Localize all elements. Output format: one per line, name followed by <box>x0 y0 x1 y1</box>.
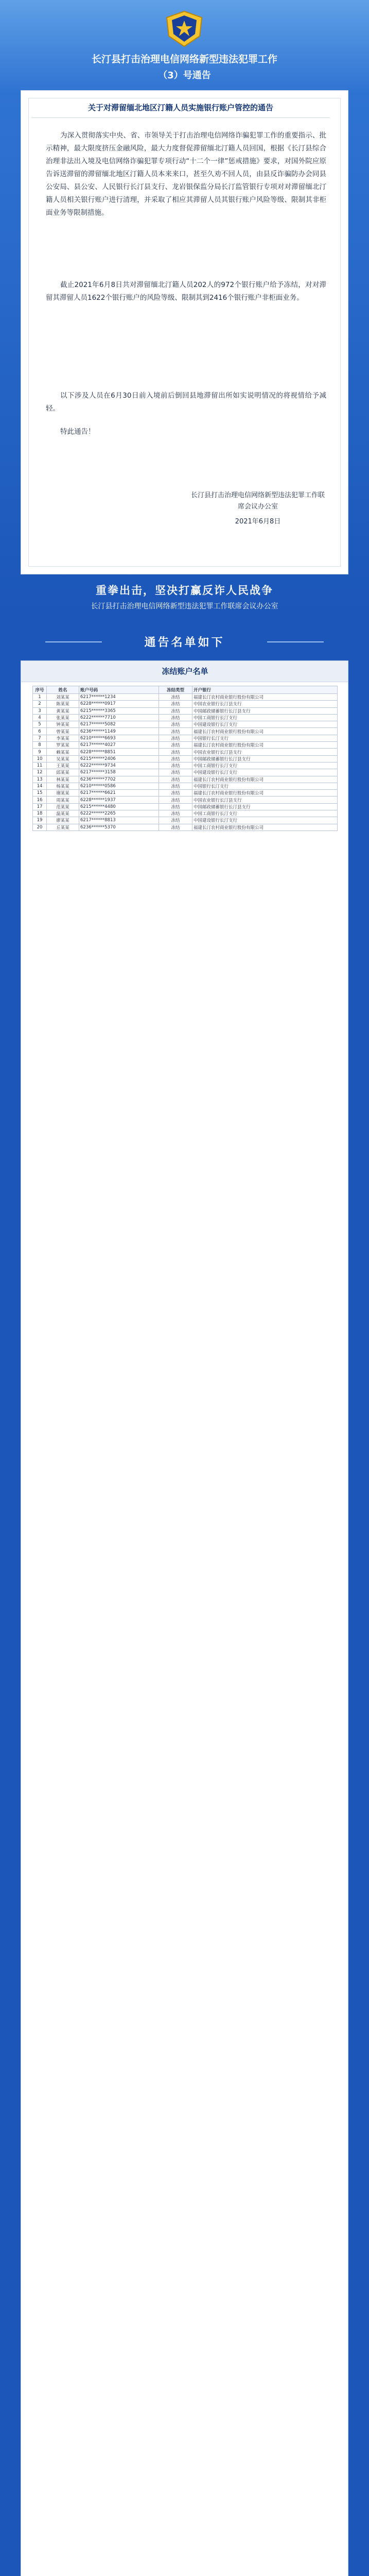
table-cell-name: 丘某某 <box>47 824 79 831</box>
table-cell-acct: 6236******5370 <box>79 824 159 831</box>
table-cell-type: 冻结 <box>159 735 192 741</box>
table-row <box>33 749 338 755</box>
table-cell-bank: 中国邮政储蓄银行长汀县支行 <box>192 707 338 714</box>
table-row <box>33 762 338 769</box>
table-cell-bank: 中国银行长汀支行 <box>192 783 338 789</box>
column-header: 姓名 <box>47 686 79 694</box>
table-cell-bank: 福建长汀农村商业银行股份有限公司 <box>192 790 338 796</box>
table-cell-type: 冻结 <box>159 824 192 831</box>
table-cell-no: 6 <box>33 728 47 735</box>
table-cell-acct: 6217******3158 <box>79 769 159 776</box>
table-cell-name: 邱某某 <box>47 769 79 776</box>
table-cell-no: 8 <box>33 742 47 749</box>
table-cell-acct: 6222******9734 <box>79 762 159 769</box>
slogan-main: 重拳出击，坚决打赢反诈人民战争 <box>96 584 273 597</box>
table-cell-type: 冻结 <box>159 762 192 769</box>
table-cell-type: 冻结 <box>159 783 192 789</box>
notice-card <box>21 90 348 574</box>
table-cell-name: 谢某某 <box>47 790 79 796</box>
column-header: 序号 <box>33 686 47 694</box>
table-row <box>33 776 338 783</box>
signature-org: 长汀县打击治理电信网络新型违法犯罪工作联席会议办公室 <box>191 492 325 511</box>
table-cell-type: 冻结 <box>159 769 192 776</box>
table-cell-acct: 6228******1937 <box>79 796 159 803</box>
table-cell-acct: 6222******7710 <box>79 714 159 721</box>
table-cell-bank: 福建长汀农村商业银行股份有限公司 <box>192 728 338 735</box>
table-cell-type: 冻结 <box>159 803 192 810</box>
table-cell-acct: 6236******1149 <box>79 728 159 735</box>
table-cell-no: 2 <box>33 701 47 707</box>
table-row <box>33 728 338 735</box>
table-cell-acct: 6215******3365 <box>79 707 159 714</box>
table-row <box>33 742 338 749</box>
table-cell-bank: 福建长汀农村商业银行股份有限公司 <box>192 776 338 783</box>
table-cell-acct: 6210******0586 <box>79 783 159 789</box>
column-header: 开户银行 <box>192 686 338 694</box>
table-cell-acct: 6215******4480 <box>79 803 159 810</box>
table-cell-acct: 6236******7702 <box>79 776 159 783</box>
table-cell-name: 杨某某 <box>47 783 79 789</box>
table-cell-type: 冻结 <box>159 714 192 721</box>
table-cell-type: 冻结 <box>159 810 192 817</box>
table-cell-name: 曾某某 <box>47 728 79 735</box>
table-cell-no: 13 <box>33 776 47 783</box>
table-cell-no: 1 <box>33 694 47 701</box>
table-row <box>33 796 338 803</box>
table-cell-acct: 6217******8813 <box>79 817 159 824</box>
divider <box>31 117 330 118</box>
table-row <box>33 694 338 701</box>
table-cell-bank: 中国建设银行长汀支行 <box>192 721 338 728</box>
table-cell-no: 7 <box>33 735 47 741</box>
table-row <box>33 817 338 824</box>
table-cell-no: 5 <box>33 721 47 728</box>
table-cell-bank: 福建长汀农村商业银行股份有限公司 <box>192 694 338 701</box>
signature-date: 2021年6月8日 <box>235 518 281 526</box>
column-header: 账户号码 <box>79 686 159 694</box>
table-cell-name: 范某某 <box>47 803 79 810</box>
table-cell-bank: 中国工商银行长汀支行 <box>192 714 338 721</box>
table-cell-name: 王某某 <box>47 762 79 769</box>
list-banner: 冻结账户名单 <box>21 661 348 682</box>
table-cell-type: 冻结 <box>159 728 192 735</box>
table-row <box>33 769 338 776</box>
table-row <box>33 790 338 796</box>
table-cell-no: 12 <box>33 769 47 776</box>
notice-paragraph: 特此通告！ <box>60 428 95 436</box>
table-cell-name: 陈某某 <box>47 701 79 707</box>
table-row <box>33 721 338 728</box>
table-cell-name: 张某某 <box>47 714 79 721</box>
table-cell-bank: 中国邮政储蓄银行长汀县支行 <box>192 755 338 762</box>
table-cell-bank: 中国农业银行长汀县支行 <box>192 749 338 755</box>
table-cell-bank: 中国工商银行长汀支行 <box>192 810 338 817</box>
table-row <box>33 755 338 762</box>
table-cell-type: 冻结 <box>159 796 192 803</box>
header-subtitle: （3）号通告 <box>158 70 211 81</box>
divider <box>267 641 324 642</box>
table-cell-no: 18 <box>33 810 47 817</box>
table-row <box>33 707 338 714</box>
table-cell-no: 20 <box>33 824 47 831</box>
table-cell-type: 冻结 <box>159 701 192 707</box>
table-cell-acct: 6222******2265 <box>79 810 159 817</box>
table-cell-name: 林某某 <box>47 776 79 783</box>
table-cell-no: 16 <box>33 796 47 803</box>
table-cell-bank: 福建长汀农村商业银行股份有限公司 <box>192 742 338 749</box>
table-cell-name: 罗某某 <box>47 742 79 749</box>
table-cell-bank: 福建长汀农村商业银行股份有限公司 <box>192 824 338 831</box>
table-row <box>33 735 338 741</box>
table-cell-name: 吴某某 <box>47 755 79 762</box>
table-cell-name: 黄某某 <box>47 707 79 714</box>
table-row <box>33 714 338 721</box>
table-cell-name: 温某某 <box>47 810 79 817</box>
table-cell-name: 钟某某 <box>47 721 79 728</box>
table-cell-acct: 6217******4027 <box>79 742 159 749</box>
table-cell-acct: 6215******2406 <box>79 755 159 762</box>
table-row <box>33 824 338 831</box>
table-cell-acct: 6210******6693 <box>79 735 159 741</box>
slogan-block <box>0 582 369 611</box>
table-cell-name: 赖某某 <box>47 749 79 755</box>
column-header: 冻结类型 <box>159 686 192 694</box>
table-cell-acct: 6217******5082 <box>79 721 159 728</box>
table-cell-bank: 中国农业银行长汀县支行 <box>192 701 338 707</box>
notice-heading: 关于对滞留缅北地区汀籍人员实施银行账户管控的通告 <box>87 103 273 112</box>
header-title: 长汀县打击治理电信网络新型违法犯罪工作 <box>91 54 277 65</box>
table-cell-type: 冻结 <box>159 776 192 783</box>
notice-paragraph: 以下涉及人员在6月30日前入境前后倒回县地滞留出所如实说明情况的将视情给予减轻。 <box>46 392 326 413</box>
table-cell-type: 冻结 <box>159 755 192 762</box>
table-cell-no: 9 <box>33 749 47 755</box>
table-header-row <box>33 686 338 694</box>
table-cell-bank: 中国农业银行长汀县支行 <box>192 796 338 803</box>
table-cell-bank: 中国建设银行长汀支行 <box>192 769 338 776</box>
slogan-sub: 长汀县打击治理电信网络新型违法犯罪工作联席会议办公室 <box>91 602 278 611</box>
table-cell-type: 冻结 <box>159 742 192 749</box>
table-row <box>33 701 338 707</box>
table-cell-no: 17 <box>33 803 47 810</box>
table-cell-no: 10 <box>33 755 47 762</box>
table-cell-name: 廖某某 <box>47 817 79 824</box>
table-cell-acct: 6217******6621 <box>79 790 159 796</box>
table-cell-type: 冻结 <box>159 707 192 714</box>
table-cell-bank: 中国建设银行长汀支行 <box>192 817 338 824</box>
table-cell-type: 冻结 <box>159 749 192 755</box>
table-cell-type: 冻结 <box>159 790 192 796</box>
table-row <box>33 803 338 810</box>
table-cell-no: 3 <box>33 707 47 714</box>
table-cell-name: 刘某某 <box>47 694 79 701</box>
table-cell-type: 冻结 <box>159 721 192 728</box>
table-cell-bank: 中国工商银行长汀支行 <box>192 762 338 769</box>
table-cell-no: 11 <box>33 762 47 769</box>
table-row <box>33 783 338 789</box>
table-cell-type: 冻结 <box>159 817 192 824</box>
notice-paragraph: 截止2021年6月8日共对滞留缅北汀籍人员202人的972个银行账户给予冻结，对对滞留其滞留人员1622个银行账户的风险等级、限制其到2416个银行账户非柜面业务。 <box>46 281 326 302</box>
divider <box>45 641 102 642</box>
table-cell-acct: 6228******0917 <box>79 701 159 707</box>
table-cell-no: 4 <box>33 714 47 721</box>
frozen-accounts-table <box>32 686 338 831</box>
table-row <box>33 810 338 817</box>
table-cell-type: 冻结 <box>159 694 192 701</box>
table-cell-no: 19 <box>33 817 47 824</box>
table-cell-bank: 中国银行长汀支行 <box>192 735 338 741</box>
table-cell-acct: 6228******8851 <box>79 749 159 755</box>
table-cell-acct: 6217******1234 <box>79 694 159 701</box>
table-cell-no: 15 <box>33 790 47 796</box>
list-card <box>21 660 348 2576</box>
police-badge-icon <box>164 10 205 47</box>
table-cell-name: 李某某 <box>47 735 79 741</box>
table-cell-bank: 中国邮政储蓄银行长汀县支行 <box>192 803 338 810</box>
list-title: 通告名单如下 <box>144 636 225 649</box>
table-cell-no: 14 <box>33 783 47 789</box>
table-cell-name: 周某某 <box>47 796 79 803</box>
notice-paragraph: 为深入贯彻落实中央、省、市领导关于打击治理电信网络诈骗犯罪工作的重要指示、批示精神，最大限度挤压金融风险，最大力度督促滞留缅北汀籍人员回国，根据《长汀县综合治理非法出入境及电信网络诈骗犯罪专项行动“十二个一律”惩戒措施》要求，对国外院应原告诉送滞留的滞留缅北地区汀籍人员本来来口，甚至久劝不回人员，由县反诈骗防办会同县公安局、县公安、人民银行长汀县支行、龙岩银保监分局长汀监管银行专项对对滞留缅北汀籍人员相关银行账户进行清理，并采取了相应其滞留人员其银行账户风险等级、限制其非柜面业务等限制措施。 <box>46 131 326 217</box>
